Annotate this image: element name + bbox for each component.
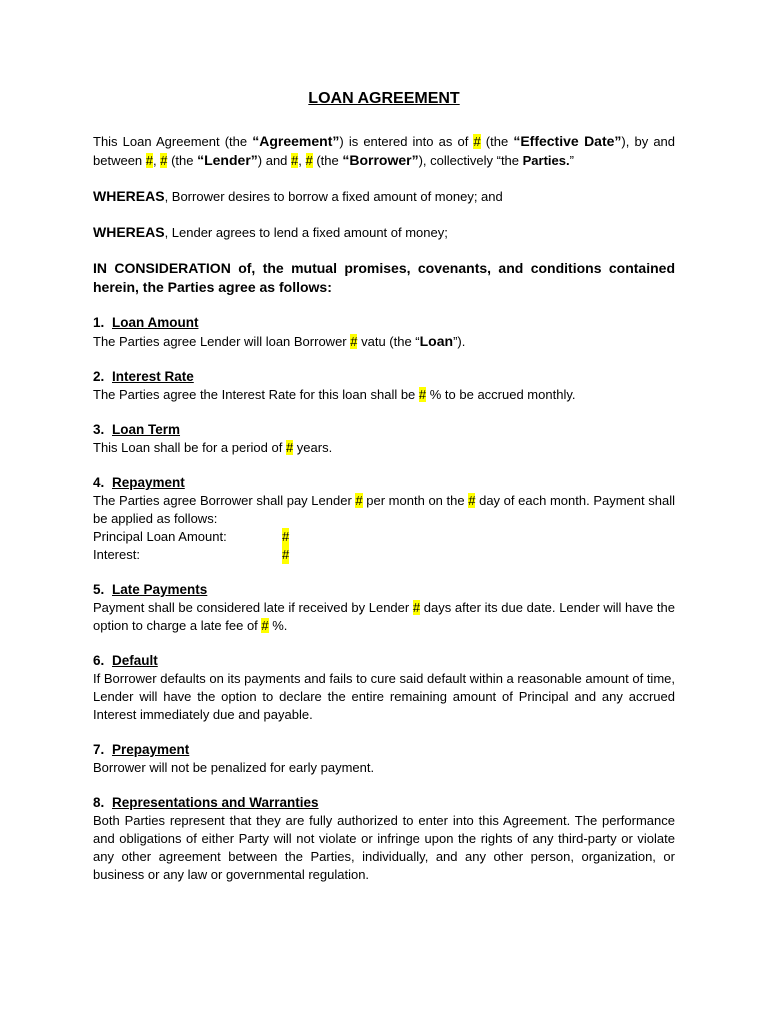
section-text: This Loan shall be for a period of	[93, 440, 286, 455]
section-4-body	[93, 492, 675, 528]
effective-date-term: “Effective Date”	[513, 133, 622, 149]
section-6-body: If Borrower defaults on its payments and fails to cure said default within a reasonable amount of time, Lender will have the option to declare the entire remaining amount of Principal and any accrued Interest immediately due and payable.	[93, 671, 675, 722]
placeholder-field: #	[282, 547, 290, 562]
section-1-heading	[93, 314, 675, 332]
section-text: years.	[293, 440, 333, 455]
section-text: The Parties agree the Interest Rate for this loan shall be	[93, 387, 419, 402]
placeholder-field: #	[350, 334, 358, 349]
section-text: days after its due date. Lender will have the option to charge a late fee of	[93, 600, 675, 633]
section-2-body	[93, 386, 675, 404]
section-title: Loan Amount	[112, 315, 199, 330]
section-8-body: Both Parties represent that they are fully authorized to enter into this Agreement. The performance and obligations of either Party will not violate or infringe upon the rights of any third-party or violate any other agreement between the Parties, individually, and any other person, organization, or business or any law or governmental regulation.	[93, 813, 675, 882]
section-number: 1.	[93, 315, 105, 330]
whereas-text: , Borrower desires to borrow a fixed amount of money; and	[164, 189, 503, 204]
intro-text: ) and	[257, 153, 292, 168]
section-text: The Parties agree Lender will loan Borrower	[93, 334, 351, 349]
loan-term: Loan	[419, 333, 454, 349]
consideration-paragraph	[93, 259, 675, 297]
intro-text: ”	[569, 153, 574, 168]
whereas-2	[93, 223, 675, 242]
whereas-text: , Lender agrees to lend a fixed amount of money;	[164, 225, 448, 240]
section-7-heading	[93, 741, 675, 759]
placeholder-field: #	[473, 134, 481, 149]
section-title: Interest Rate	[112, 369, 194, 384]
whereas-lead: WHEREAS	[93, 224, 165, 240]
section-text: ”).	[453, 334, 466, 349]
section-3-heading	[93, 421, 675, 439]
section-5-heading	[93, 581, 675, 599]
whereas-lead: WHEREAS	[93, 188, 165, 204]
principal-label: Principal Loan Amount:	[93, 529, 227, 544]
placeholder-field: #	[412, 600, 421, 615]
section-title: Repayment	[112, 475, 185, 490]
section-text: The Parties agree Borrower shall pay Lender	[93, 493, 356, 508]
consideration-text: IN CONSIDERATION of, the mutual promises, covenants, and conditions contained herein, the Parties agree as follows:	[93, 260, 675, 295]
agreement-term: “Agreement”	[252, 133, 340, 149]
section-number: 6.	[93, 653, 105, 668]
section-text: day of each month. Payment shall be applied as follows:	[93, 493, 675, 526]
lender-term: “Lender”	[197, 152, 258, 168]
section-title: Default	[112, 653, 158, 668]
intro-text: ,	[153, 153, 161, 168]
section-title: Representations and Warranties	[112, 795, 319, 810]
placeholder-field: #	[305, 153, 313, 168]
placeholder-field: #	[468, 493, 476, 508]
whereas-1	[93, 187, 675, 206]
borrower-term: “Borrower”	[342, 152, 419, 168]
interest-label: Interest:	[93, 547, 140, 562]
section-number: 4.	[93, 475, 105, 490]
section-number: 7.	[93, 742, 105, 757]
section-7-body: Borrower will not be penalized for early payment.	[93, 760, 375, 775]
interest-row	[93, 546, 675, 564]
placeholder-field: #	[261, 618, 269, 633]
section-number: 3.	[93, 422, 105, 437]
placeholder-field: #	[355, 493, 363, 508]
intro-text: This Loan Agreement (the	[93, 134, 253, 149]
section-number: 5.	[93, 582, 105, 597]
section-text: Payment shall be considered late if received by Lender	[93, 600, 413, 615]
placeholder-field: #	[145, 153, 153, 168]
placeholder-field: #	[160, 153, 168, 168]
principal-row	[93, 528, 675, 546]
section-text: per month on the	[362, 493, 469, 508]
section-2-heading	[93, 368, 675, 386]
intro-paragraph	[93, 132, 675, 170]
section-text: vatu (the “	[357, 334, 420, 349]
section-title: Prepayment	[112, 742, 190, 757]
placeholder-field: #	[282, 529, 290, 544]
section-title: Loan Term	[112, 422, 181, 437]
section-4-heading	[93, 474, 675, 492]
document-title: LOAN AGREEMENT	[308, 90, 460, 107]
section-3-body	[93, 439, 675, 457]
section-number: 2.	[93, 369, 105, 384]
placeholder-field: #	[291, 153, 299, 168]
intro-text: ,	[298, 153, 306, 168]
section-8-heading	[93, 794, 675, 812]
section-text: %.	[268, 618, 288, 633]
intro-text: ) is entered into as of	[339, 134, 474, 149]
intro-text: (the	[167, 153, 198, 168]
intro-text: (the	[480, 134, 514, 149]
section-number: 8.	[93, 795, 105, 810]
section-title: Late Payments	[112, 582, 208, 597]
intro-text: ), by and between	[93, 134, 676, 168]
parties-term: Parties.	[522, 153, 570, 168]
section-5-body	[93, 599, 675, 635]
section-1-body	[93, 332, 675, 351]
intro-text: ), collectively “the	[418, 153, 523, 168]
section-text: % to be accrued monthly.	[426, 387, 576, 402]
placeholder-field: #	[418, 387, 427, 402]
placeholder-field: #	[285, 440, 294, 455]
section-6-heading	[93, 652, 675, 670]
intro-text: (the	[312, 153, 343, 168]
